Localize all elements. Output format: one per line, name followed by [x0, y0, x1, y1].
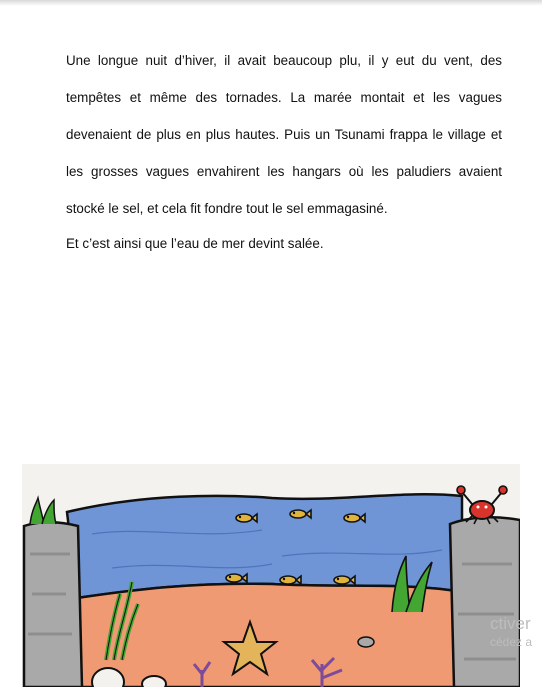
story-text — [66, 42, 502, 259]
pebble — [358, 637, 374, 647]
activation-watermark — [490, 614, 542, 664]
left-rock — [24, 522, 82, 687]
page-top-shadow — [0, 0, 542, 6]
child-drawing-sea — [22, 464, 520, 687]
watermark-line-2: cédez a — [490, 635, 533, 649]
watermark-line-1: ctiver — [490, 614, 531, 633]
story-paragraph-1: Une longue nuit d’hiver, il avait beaucoup plu, il y eut du vent, des tempêtes et même des tornades. La marée montait et les vagues devenaient de plus en plus hautes. Puis un Tsunami frappa le village et les grosses vagues envahirent les hangars où les paludiers avaient stocké le sel, et cela fit fondre tout le sel emmagasiné. — [66, 53, 502, 216]
story-paragraph-2: Et c’est ainsi que l’eau de mer devint salée. — [66, 236, 324, 251]
